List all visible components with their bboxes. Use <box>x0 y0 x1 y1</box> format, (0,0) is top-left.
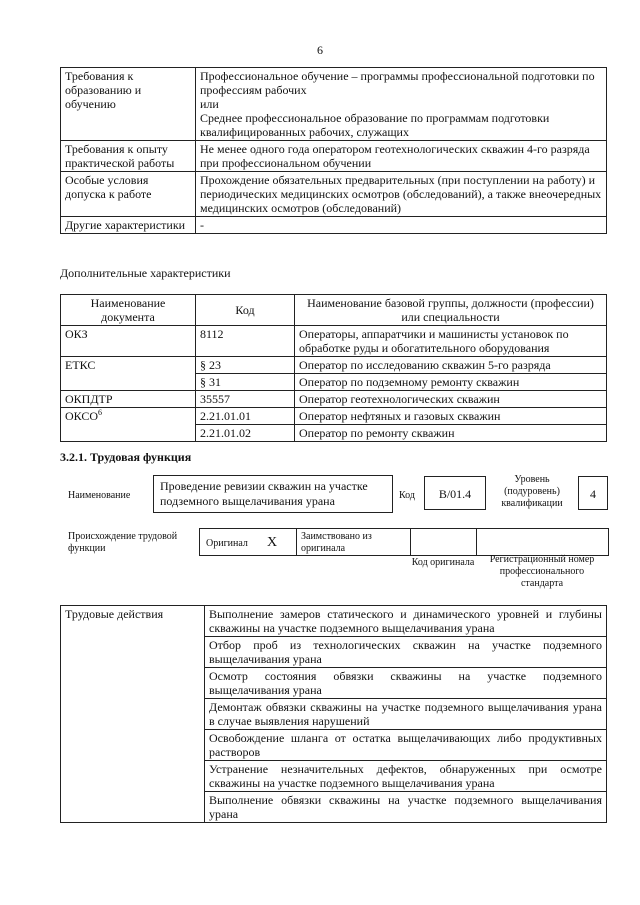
action-item: Демонтаж обвязки скважины на участке подземного выщелачивания урана в случае выявления нарушений <box>205 699 607 730</box>
req-value-education <box>196 68 607 141</box>
origin-divider <box>410 529 411 555</box>
cell-code: 2.21.01.02 <box>196 425 295 442</box>
table-row <box>61 326 607 357</box>
action-item: Осмотр состояния обвязки скважины на участке подземного выщелачивания урана <box>205 668 607 699</box>
cell-name: Оператор геотехнологических скважин <box>295 391 607 408</box>
header-name: Наименование базовой группы, должности (профессии) или специальности <box>295 295 607 326</box>
origin-divider <box>476 529 477 555</box>
cell-name: Оператор по подземному ремонту скважин <box>295 374 607 391</box>
okso-label: ОКСО <box>65 409 99 423</box>
cell-code: 35557 <box>196 391 295 408</box>
additional-title: Дополнительные характеристики <box>60 266 231 280</box>
req-line: - <box>200 218 204 232</box>
original-label: Оригинал <box>206 538 248 549</box>
cell-name: Оператор нефтяных и газовых скважин <box>295 408 607 425</box>
req-value-other <box>196 217 607 234</box>
req-line: Прохождение обязательных предварительных (при поступлении на работу) и периодических медицинских осмотров (обследований), а также внеочередных медицинских осмотров (обследований) <box>200 173 602 215</box>
requirements-table <box>60 67 607 234</box>
name-label: Наименование <box>68 490 131 501</box>
reg-number-label: Регистрационный номер профессионального стандарта <box>489 554 595 589</box>
cell-doc: ЕТКС <box>61 357 196 391</box>
table-row <box>61 391 607 408</box>
cell-code: § 31 <box>196 374 295 391</box>
cell-doc <box>61 408 196 442</box>
function-heading: 3.2.1. Трудовая функция <box>60 450 192 464</box>
req-line: Среднее профессиональное образование по программам подготовки квалифицированных рабочих, служащих <box>200 111 550 139</box>
req-line: Профессиональное обучение – программы профессиональной подготовки по профессиям рабочих <box>200 69 595 97</box>
code-label: Код <box>399 490 415 501</box>
header-code: Код <box>196 295 295 326</box>
req-label-conditions: Особые условия допуска к работе <box>61 172 196 217</box>
origin-label: Происхождение трудовой функции <box>68 531 178 554</box>
origin-row <box>199 528 609 556</box>
cell-code: 8112 <box>196 326 295 357</box>
cell-code: § 23 <box>196 357 295 374</box>
function-name-box: Проведение ревизии скважин на участке подземного выщелачивания урана <box>153 475 393 513</box>
table-row <box>61 217 607 234</box>
req-line: или <box>200 97 219 111</box>
req-value-conditions <box>196 172 607 217</box>
origin-divider <box>296 529 297 555</box>
page-number: 6 <box>317 43 323 57</box>
actions-label: Трудовые действия <box>61 606 205 823</box>
table-row <box>61 357 607 374</box>
additional-table <box>60 294 607 442</box>
table-row <box>61 408 607 425</box>
cell-name: Операторы, аппаратчики и машинисты установок по обработке руды и обогатительного оборудования <box>295 326 607 357</box>
req-label-experience: Требования к опыту практической работы <box>61 141 196 172</box>
cell-code: 2.21.01.01 <box>196 408 295 425</box>
level-label: Уровень (подуровень) квалификации <box>501 474 563 509</box>
action-item: Отбор проб из технологических скважин на участке подземного выщелачивания урана <box>205 637 607 668</box>
table-row <box>61 68 607 141</box>
header-document: Наименование документа <box>61 295 196 326</box>
req-value-experience <box>196 141 607 172</box>
req-line: Не менее одного года оператором геотехнологических скважин 4-го разряда при профессиональном обучении <box>200 142 590 170</box>
borrowed-label: Заимствовано из оригинала <box>301 531 372 554</box>
action-item: Освобождение шланга от остатка выщелачивающих либо продуктивных растворов <box>205 730 607 761</box>
actions-table <box>60 605 607 823</box>
action-item: Выполнение замеров статического и динамического уровней и глубины скважины на участке подземного выщелачивания урана <box>205 606 607 637</box>
cell-name: Оператор по ремонту скважин <box>295 425 607 442</box>
footnote-marker: 6 <box>98 408 103 417</box>
cell-doc: ОКПДТР <box>61 391 196 408</box>
cell-name: Оператор по исследованию скважин 5-го разряда <box>295 357 607 374</box>
code-original-label: Код оригинала <box>411 557 475 568</box>
original-mark: X <box>267 535 278 550</box>
req-label-other: Другие характеристики <box>61 217 196 234</box>
action-item: Устранение незначительных дефектов, обнаруженных при осмотре скважины на участке подземного выщелачивания урана <box>205 761 607 792</box>
table-row <box>61 141 607 172</box>
function-code-box: В/01.4 <box>424 476 486 510</box>
cell-doc: ОКЗ <box>61 326 196 357</box>
table-header-row <box>61 295 607 326</box>
table-row <box>61 172 607 217</box>
action-item: Выполнение обвязки скважины на участке подземного выщелачивания урана <box>205 792 607 823</box>
table-row <box>61 606 607 637</box>
level-box: 4 <box>578 476 608 510</box>
req-label-education: Требования к образованию и обучению <box>61 68 196 141</box>
